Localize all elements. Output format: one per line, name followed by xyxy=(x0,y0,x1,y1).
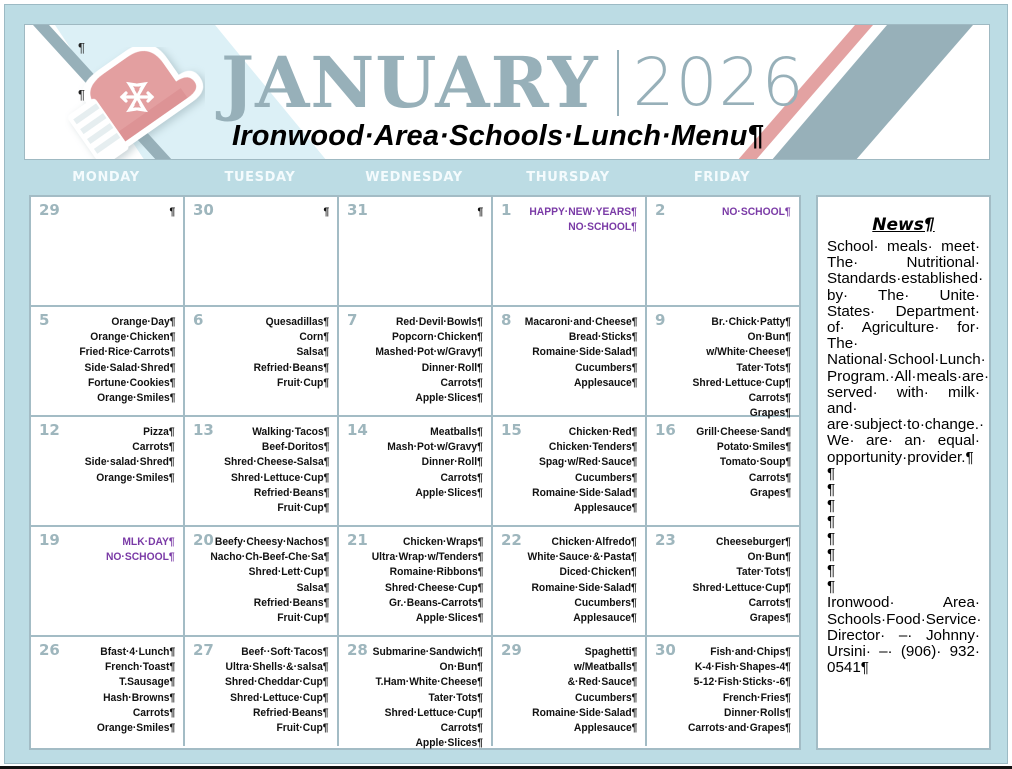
menu-item: MLK·DAY¶ xyxy=(122,536,175,548)
menu-item: Tater·Tots¶ xyxy=(736,566,791,579)
menu-item: Side·Salad·Shred¶ xyxy=(84,361,175,374)
menu-item: Beef-Doritos¶ xyxy=(261,441,329,454)
day-cell xyxy=(647,637,799,746)
day-cell xyxy=(339,197,493,307)
menu-item: Romaine·Ribbons¶ xyxy=(389,566,483,579)
menu-item: Mashed·Pot·w/Gravy¶ xyxy=(375,346,483,359)
day-cell xyxy=(185,307,339,417)
date-number: 31 xyxy=(347,201,368,219)
date-number: 26 xyxy=(39,641,60,659)
menu-items xyxy=(371,535,483,626)
day-header-thursday: THURSDAY xyxy=(526,170,610,185)
menu-item: Shred·Lettuce·Cup¶ xyxy=(692,376,791,389)
menu-items xyxy=(532,645,637,736)
menu-item: Chicken·Tenders¶ xyxy=(548,441,637,454)
mitten-snowflake-icon xyxy=(65,47,205,159)
menu-item: Corn¶ xyxy=(299,331,329,344)
blank-paragraph-mark: ¶ xyxy=(827,464,836,482)
menu-item: Side·salad·Shred¶ xyxy=(85,456,175,469)
menu-item: Submarine·Sandwich¶ xyxy=(372,646,483,658)
calendar-grid xyxy=(29,195,801,750)
menu-item: Bread·Sticks¶ xyxy=(568,331,637,344)
menu-item: ¶ xyxy=(169,206,175,218)
menu-items xyxy=(528,535,637,626)
day-cell xyxy=(493,307,647,417)
menu-item: Spag·w/Red·Sauce¶ xyxy=(538,456,637,469)
date-number: 15 xyxy=(501,421,522,439)
page-subtitle: Ironwood·Area·Schools·Lunch·Menu¶ xyxy=(232,120,764,152)
menu-items xyxy=(532,425,637,516)
menu-item: HAPPY·NEW·YEARS¶ xyxy=(529,206,637,218)
menu-item: Fried·Rice·Carrots¶ xyxy=(78,346,175,359)
date-number: 19 xyxy=(39,531,60,549)
day-cell xyxy=(185,527,339,637)
menu-item: French·Toast¶ xyxy=(104,661,175,674)
menu-item: Chicken·Alfredo¶ xyxy=(551,536,637,548)
date-number: 22 xyxy=(501,531,522,549)
pilcrow-mark: ¶ xyxy=(78,40,85,55)
menu-item: Mash·Pot·w/Gravy¶ xyxy=(387,441,483,454)
menu-item: On·Bun¶ xyxy=(747,331,791,344)
menu-item: French·Fries¶ xyxy=(722,691,791,704)
date-number: 7 xyxy=(347,311,358,329)
month-name: JANUARY xyxy=(221,41,599,124)
menu-item: K-4·Fish·Shapes-4¶ xyxy=(694,661,791,674)
calendar-page xyxy=(4,4,1008,764)
menu-items xyxy=(225,645,329,736)
menu-item: Carrots·and·Grapes¶ xyxy=(688,722,791,735)
menu-item: ¶ xyxy=(323,206,329,218)
day-cell xyxy=(339,527,493,637)
menu-item: Tater·Tots¶ xyxy=(428,691,483,704)
menu-item: Cucumbers¶ xyxy=(574,471,637,484)
menu-item: Quesadillas¶ xyxy=(265,316,329,328)
menu-item: Ultra·Wrap·w/Tenders¶ xyxy=(371,551,483,564)
news-blank-lines xyxy=(827,466,980,596)
news-title: News¶ xyxy=(872,215,935,235)
menu-item: &·Red·Sauce¶ xyxy=(567,676,637,689)
menu-item: Beef··Soft·Tacos¶ xyxy=(241,646,329,658)
menu-items xyxy=(373,645,483,751)
menu-item: Orange·Smiles¶ xyxy=(96,392,175,405)
menu-item: Chicken·Wraps¶ xyxy=(402,536,483,548)
day-cell xyxy=(647,527,799,637)
day-header-tuesday: TUESDAY xyxy=(224,170,296,185)
date-number: 13 xyxy=(193,421,214,439)
date-number: 14 xyxy=(347,421,368,439)
menu-items xyxy=(688,645,791,736)
menu-items xyxy=(97,645,175,736)
menu-item: Walking·Tacos¶ xyxy=(251,426,329,438)
date-number: 28 xyxy=(347,641,368,659)
menu-item: Dinner·Roll¶ xyxy=(421,361,483,374)
date-number: 5 xyxy=(39,311,50,329)
menu-item: Applesauce¶ xyxy=(573,502,637,515)
day-cell xyxy=(647,417,799,527)
day-cell xyxy=(493,527,647,637)
blank-paragraph-mark: ¶ xyxy=(827,481,836,499)
menu-item: Romaine·Side·Salad¶ xyxy=(531,581,637,594)
menu-items xyxy=(85,425,175,486)
date-number: 30 xyxy=(193,201,214,219)
menu-items xyxy=(524,315,637,391)
menu-item: Shred·Lett·Cup¶ xyxy=(248,566,329,579)
menu-item: Red·Devil·Bowls¶ xyxy=(396,316,483,328)
menu-item: Cucumbers¶ xyxy=(574,691,637,704)
day-cell xyxy=(31,307,185,417)
blank-paragraph-mark: ¶ xyxy=(827,562,836,580)
menu-items xyxy=(477,205,483,220)
menu-item: Salsa¶ xyxy=(296,346,329,359)
menu-items xyxy=(696,425,791,501)
date-number: 9 xyxy=(655,311,666,329)
menu-item: Fruit·Cup¶ xyxy=(276,502,329,515)
menu-item: Refried·Beans¶ xyxy=(253,596,329,609)
date-number: 1 xyxy=(501,201,512,219)
menu-items xyxy=(79,315,175,406)
menu-items xyxy=(693,535,791,626)
menu-item: Carrots¶ xyxy=(748,596,791,609)
day-cell xyxy=(31,527,185,637)
day-cell xyxy=(31,197,185,307)
day-cell xyxy=(493,197,647,307)
menu-item: Applesauce¶ xyxy=(573,376,637,389)
header-banner xyxy=(24,24,990,160)
menu-item: Dinner·Rolls¶ xyxy=(724,706,791,719)
menu-item: Popcorn·Chicken¶ xyxy=(392,331,483,344)
day-cell xyxy=(339,637,493,750)
menu-items xyxy=(224,425,329,516)
day-cell xyxy=(31,417,185,527)
menu-item: NO·SCHOOL¶ xyxy=(568,221,637,234)
menu-item: Nacho·Ch-Beef-Che·Sa¶ xyxy=(210,551,329,564)
menu-item: Applesauce¶ xyxy=(573,722,637,735)
menu-item: Orange·Smiles¶ xyxy=(96,722,175,735)
day-cell xyxy=(185,637,339,746)
menu-item: Gr.·Beans-Carrots¶ xyxy=(388,596,483,609)
menu-item: Fruit·Cup¶ xyxy=(276,376,329,389)
menu-item: Grapes¶ xyxy=(749,612,791,625)
menu-item: Cheeseburger¶ xyxy=(716,536,791,548)
menu-item: Beefy·Cheesy·Nachos¶ xyxy=(214,536,329,548)
menu-item: Fruit·Cup¶ xyxy=(276,612,329,625)
day-cell xyxy=(339,307,493,417)
blank-paragraph-mark: ¶ xyxy=(827,578,836,596)
menu-item: Shred·Cheddar·Cup¶ xyxy=(225,676,329,689)
menu-item: Cucumbers¶ xyxy=(574,361,637,374)
menu-items xyxy=(323,205,329,220)
menu-item: Romaine·Side·Salad¶ xyxy=(531,706,637,719)
menu-item: Apple·Slices¶ xyxy=(415,612,483,625)
news-body: School· meals· meet· The· Nutritional· Standards·established· by· The· Unite· States· Department· of· Agriculture· for· The· National·School·Lunch· Program.·All·meals·are· served· with· milk· and· are·subject·to·change.· We· are· an· equal· opportunity·provider.¶ xyxy=(827,238,990,466)
menu-item: Shred·Cheese·Cup¶ xyxy=(384,581,483,594)
day-header-friday: FRIDAY xyxy=(693,170,751,185)
menu-item: Potato·Smiles¶ xyxy=(716,441,791,454)
menu-item: Carrots¶ xyxy=(132,706,175,719)
menu-item: Shred·Lettuce·Cup¶ xyxy=(230,691,329,704)
menu-item: Tater·Tots¶ xyxy=(736,361,791,374)
holiday-note xyxy=(106,535,175,565)
day-cell xyxy=(647,307,799,420)
date-number: 27 xyxy=(193,641,214,659)
menu-item: Br.·Chick·Patty¶ xyxy=(711,316,791,328)
menu-item: Shred·Lettuce·Cup¶ xyxy=(230,471,329,484)
menu-item: Meatballs¶ xyxy=(430,426,483,438)
date-number: 20 xyxy=(193,531,214,549)
menu-item: Grapes¶ xyxy=(749,407,791,420)
menu-item: Bfast·4·Lunch¶ xyxy=(100,646,175,658)
menu-item: Cucumbers¶ xyxy=(574,596,637,609)
menu-item: Carrots¶ xyxy=(132,441,175,454)
menu-item: ¶ xyxy=(477,206,483,218)
menu-item: T.Ham·White·Cheese¶ xyxy=(375,676,483,689)
menu-item: Refried·Beans¶ xyxy=(253,486,329,499)
menu-item: Macaroni·and·Cheese¶ xyxy=(524,316,637,328)
menu-item: Orange·Day¶ xyxy=(110,316,175,328)
menu-item: Orange·Chicken¶ xyxy=(89,331,175,344)
day-header-monday: MONDAY xyxy=(72,170,140,185)
date-number: 29 xyxy=(501,641,522,659)
year: 2026 xyxy=(632,44,805,121)
menu-items xyxy=(210,535,329,626)
holiday-note xyxy=(722,205,791,220)
menu-item: Apple·Slices¶ xyxy=(415,737,483,750)
menu-item: Dinner·Roll¶ xyxy=(421,456,483,469)
blank-paragraph-mark: ¶ xyxy=(827,513,836,531)
menu-item: Romaine·Side·Salad¶ xyxy=(531,486,637,499)
date-number: 16 xyxy=(655,421,676,439)
day-cell xyxy=(185,197,339,307)
menu-item: Grapes¶ xyxy=(749,486,791,499)
news-panel xyxy=(816,195,991,750)
menu-item: Shred·Lettuce·Cup¶ xyxy=(384,706,483,719)
blank-paragraph-mark: ¶ xyxy=(827,497,836,515)
menu-item: Hash·Browns¶ xyxy=(102,691,175,704)
blank-paragraph-mark: ¶ xyxy=(827,529,836,547)
menu-item: 5-12·Fish·Sticks·-6¶ xyxy=(693,676,791,689)
date-number: 12 xyxy=(39,421,60,439)
menu-item: NO·SCHOOL¶ xyxy=(106,551,175,564)
day-cell xyxy=(493,637,647,746)
weekday-header-row xyxy=(29,168,799,190)
menu-item: Applesauce¶ xyxy=(573,612,637,625)
title-divider xyxy=(617,50,619,116)
menu-item: On·Bun¶ xyxy=(439,661,483,674)
date-number: 23 xyxy=(655,531,676,549)
menu-item: Carrots¶ xyxy=(440,471,483,484)
menu-item: Refried·Beans¶ xyxy=(253,361,329,374)
day-cell xyxy=(493,417,647,527)
blank-paragraph-mark: ¶ xyxy=(827,545,836,563)
month-title xyxy=(221,43,805,123)
menu-item: Tomato·Soup¶ xyxy=(719,456,791,469)
menu-item: Apple·Slices¶ xyxy=(415,486,483,499)
date-number: 21 xyxy=(347,531,368,549)
day-cell xyxy=(339,417,493,527)
menu-item: Carrots¶ xyxy=(748,392,791,405)
menu-item: Salsa¶ xyxy=(296,581,329,594)
day-cell xyxy=(31,637,185,746)
menu-item: T.Sausage¶ xyxy=(118,676,175,689)
menu-item: Diced·Chicken¶ xyxy=(559,566,637,579)
menu-item: Shred·Cheese-Salsa¶ xyxy=(223,456,329,469)
menu-items xyxy=(387,425,483,501)
menu-items xyxy=(375,315,483,406)
menu-item: Romaine·Side·Salad¶ xyxy=(531,346,637,359)
menu-item: Pizza¶ xyxy=(143,426,175,438)
day-cell xyxy=(647,197,799,307)
menu-items xyxy=(693,315,791,421)
menu-item: Carrots¶ xyxy=(440,722,483,735)
menu-item: Ultra·Shells·&·salsa¶ xyxy=(226,661,329,674)
day-cell xyxy=(185,417,339,527)
menu-item: w/White·Cheese¶ xyxy=(706,346,791,359)
menu-item: Grill·Cheese·Sand¶ xyxy=(696,426,791,438)
menu-items xyxy=(169,205,175,220)
date-number: 2 xyxy=(655,201,666,219)
menu-item: NO·SCHOOL¶ xyxy=(722,206,791,218)
menu-item: Apple·Slices¶ xyxy=(415,392,483,405)
menu-item: Shred·Lettuce·Cup¶ xyxy=(692,581,791,594)
menu-item: Spaghetti¶ xyxy=(584,646,637,658)
menu-item: Refried·Beans¶ xyxy=(253,706,329,719)
menu-item: Fruit·Cup¶ xyxy=(276,722,329,735)
menu-item: w/Meatballs¶ xyxy=(573,661,637,674)
menu-item: Carrots¶ xyxy=(440,376,483,389)
date-number: 6 xyxy=(193,311,204,329)
holiday-note xyxy=(529,205,637,235)
news-contact: Ironwood· Area· Schools·Food·Service· Director· –· Johnny· Ursini· –· (906)· 932· 0541¶ xyxy=(827,594,982,677)
menu-items xyxy=(253,315,329,391)
menu-item: On·Bun¶ xyxy=(747,551,791,564)
pilcrow-mark: ¶ xyxy=(78,87,85,102)
menu-item: Fish·and·Chips¶ xyxy=(710,646,791,658)
day-header-wednesday: WEDNESDAY xyxy=(365,170,463,185)
menu-item: Orange·Smiles¶ xyxy=(96,471,175,484)
menu-item: Fortune·Cookies¶ xyxy=(87,376,175,389)
date-number: 30 xyxy=(655,641,676,659)
date-number: 29 xyxy=(39,201,60,219)
menu-item: White·Sauce·&·Pasta¶ xyxy=(527,551,637,564)
menu-item: Chicken·Red¶ xyxy=(568,426,637,438)
date-number: 8 xyxy=(501,311,512,329)
menu-item: Carrots¶ xyxy=(748,471,791,484)
